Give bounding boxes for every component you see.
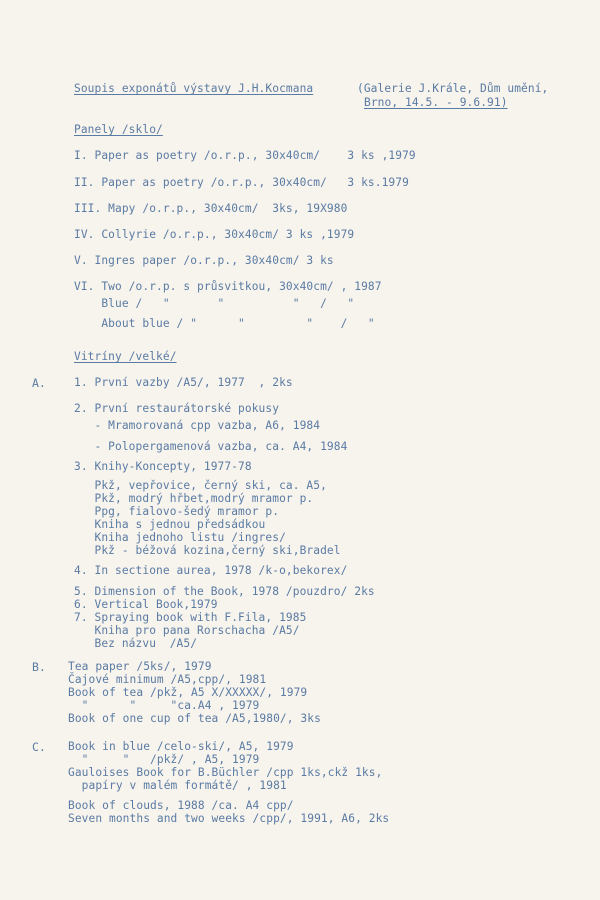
section-a-line: 2. První restaurátorské pokusy (74, 402, 280, 415)
section-a-line: Kniha pro pana Rorschacha /A5/ (74, 624, 300, 637)
section-b-line: Čajové minimum /A5,cpp/, 1981 (68, 673, 267, 686)
section-a-line: Pkž, modrý hřbet,modrý mramor p. (74, 492, 314, 505)
panel-item: III. Mapy /o.r.p., 30x40cm/ 3ks, 19X980 (74, 202, 348, 215)
document-venue: (Galerie J.Krále, Dům umění, (357, 82, 549, 95)
section-a-line: Bez názvu /A5/ (74, 637, 198, 650)
section-a-line: 1. První vazby /A5/, 1977 , 2ks (74, 376, 293, 389)
panel-item: II. Paper as poetry /o.r.p., 30x40cm/ 3 ks.1979 (74, 176, 409, 189)
section-c-line: Gauloises Book for B.Büchler /cpp 1ks,ckž 1ks, (68, 766, 383, 779)
panel-item: VI. Two /o.r.p. s průsvitkou, 30x40cm/ , 1987 (74, 280, 382, 293)
panel-item: About blue / " " " / " (74, 317, 375, 330)
section-a-line: 5. Dimension of the Book, 1978 /pouzdro/ 2ks (74, 585, 375, 598)
section-a-line: - Mramorovaná cpp vazba, A6, 1984 (74, 419, 321, 432)
section-a-line: Ppg, fialovo-šedý mramor p. (74, 505, 280, 518)
showcases-heading: Vitríny /velké/ (74, 350, 177, 363)
panel-item: Blue / " " " / " (74, 297, 355, 310)
document-dates: Brno, 14.5. - 9.6.91) (364, 96, 508, 109)
section-a-line: 6. Vertical Book,1979 (74, 598, 218, 611)
section-a-line: Kniha s jednou předsádkou (74, 518, 266, 531)
panels-heading: Panely /sklo/ (74, 123, 163, 136)
section-b-line: Book of tea /pkž, A5 X/XXXXX/, 1979 (68, 686, 308, 699)
section-a-line: 4. In sectione aurea, 1978 /k-o,bekorex/ (74, 564, 348, 577)
section-c-line: papíry v malém formátě/ , 1981 (68, 779, 287, 792)
panel-item: I. Paper as poetry /o.r.p., 30x40cm/ 3 ks ,1979 (74, 149, 416, 162)
section-b-label: B. (32, 660, 46, 674)
section-c-line: Book in blue /celo-ski/, A5, 1979 (68, 740, 294, 753)
section-c-label: C. (32, 740, 46, 754)
section-a-line: Pkž, vepřovice, černý ski, ca. A5, (74, 479, 327, 492)
panel-item: V. Ingres paper /o.r.p., 30x40cm/ 3 ks (74, 254, 334, 267)
section-a-label: A. (32, 376, 46, 390)
section-a-line: 7. Spraying book with F.Fila, 1985 (74, 611, 307, 624)
section-a-line: Pkž - béžová kozina,černý ski,Bradel (74, 544, 341, 557)
section-b-line: Tea paper /5ks/, 1979 (68, 660, 212, 673)
section-c-line: " " /pkž/ , A5, 1979 (68, 753, 260, 766)
section-a-line: Kniha jednoho listu /ingres/ (74, 531, 286, 544)
section-b-line: " " "ca.A4 , 1979 (68, 699, 260, 712)
section-b-line: Book of one cup of tea /A5,1980/, 3ks (68, 712, 321, 725)
section-a-line: 3. Knihy-Koncepty, 1977-78 (74, 460, 252, 473)
section-a-line: - Polopergamenová vazba, ca. A4, 1984 (74, 440, 348, 453)
section-c-line: Seven months and two weeks /cpp/, 1991, A6, 2ks (68, 812, 390, 825)
panel-item: IV. Collyrie /o.r.p., 30x40cm/ 3 ks ,1979 (74, 228, 355, 241)
document-title: Soupis exponátů výstavy J.H.Kocmana (74, 82, 314, 95)
section-c-line: Book of clouds, 1988 /ca. A4 cpp/ (68, 799, 294, 812)
